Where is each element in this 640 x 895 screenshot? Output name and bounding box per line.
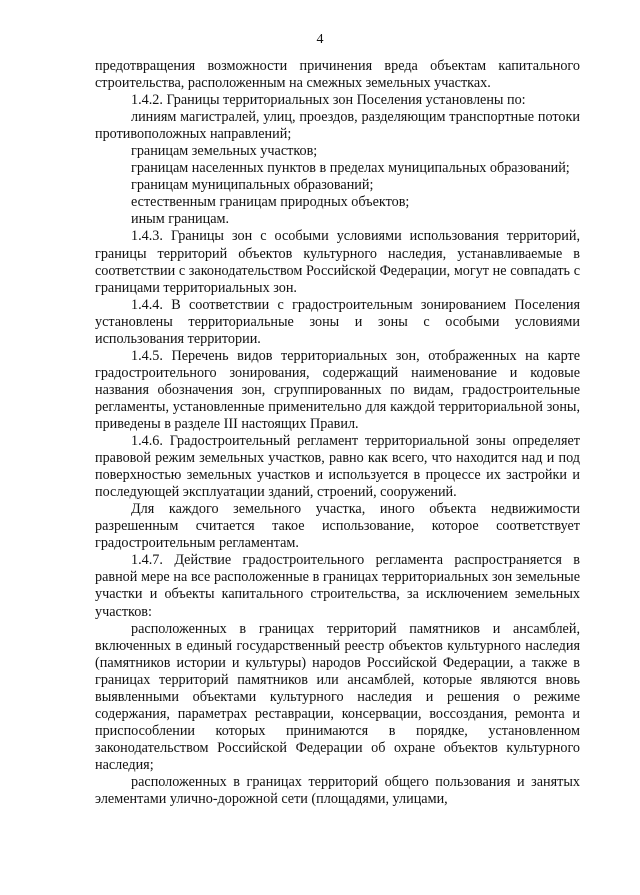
- page-number: 4: [316, 32, 324, 47]
- list-item-settlements: границам населенных пунктов в пределах муниципальных образований;: [131, 160, 570, 177]
- paragraph-permitted-use: Для каждого земельного участка, иного объекта недвижимости разрешенным считается такое использование, которое соответствует градостроительным регламентам.: [95, 501, 580, 552]
- list-item-heritage: расположенных в границах территорий памятников и ансамблей, включенных в единый государственный реестр объектов культурного наследия (памятников истории и культуры) народов Российской Федерации, а также в границах территорий памятников или ансамблей, которые являются вновь выявленными объектами культурного наследия и решения о режиме содержания, параметрах реставрации, консервации, воссоздания, ремонта и приспособлении которых принимаются в порядке, установленном законодательством Российской Федерации об охране объектов культурного наследия;: [95, 620, 580, 773]
- paragraph-1-4-5: 1.4.5. Перечень видов территориальных зон, отображенных на карте градостроительного зонирования, содержащий наименование и кодовые названия обозначения зон, сгруппированных по видам, градостроительные регламенты, установленные применительно для каждой территориальной зоны, приведены в разделе III настоящих Правил.: [95, 347, 580, 432]
- paragraph-1-4-7: 1.4.7. Действие градостроительного регламента распространяется в равной мере на все расположенные в границах территориальных зон земельные участки и объекты капитального строительства, за исключением земельных участков:: [95, 552, 580, 620]
- paragraph-continuation: предотвращения возможности причинения вреда объектам капитального строительства, расположенным на смежных земельных участках.: [95, 58, 580, 92]
- list-item-highways: линиям магистралей, улиц, проездов, разделяющим транспортные потоки противоположных направлений;: [95, 109, 580, 143]
- paragraph-1-4-2: 1.4.2. Границы территориальных зон Поселения установлены по:: [131, 92, 526, 109]
- list-item-public-territories: расположенных в границах территорий общего пользования и занятых элементами улично-дорожной сети (площадями, улицами,: [95, 773, 580, 808]
- document-body: [95, 58, 580, 808]
- paragraph-1-4-6: 1.4.6. Градостроительный регламент территориальной зоны определяет правовой режим земельных участков, равно как всего, что находится над и под поверхностью земельных участков и используется в процессе их застройки и последующей эксплуатации зданий, строений, сооружений.: [95, 433, 580, 501]
- list-item-natural-objects: естественным границам природных объектов;: [131, 194, 410, 211]
- list-item-municipalities: границам муниципальных образований;: [131, 177, 374, 194]
- list-item-other: иным границам.: [131, 211, 230, 228]
- list-item-land-plots: границам земельных участков;: [131, 143, 318, 160]
- paragraph-1-4-3: 1.4.3. Границы зон с особыми условиями использования территорий, границы территорий объектов культурного наследия, устанавливаемые в соответствии с законодательством Российской Федерации, могут не совпадать с границами территориальных зон.: [95, 228, 580, 296]
- paragraph-1-4-4: 1.4.4. В соответствии с градостроительным зонированием Поселения установлены территориальные зоны и зоны с особыми условиями использования территории.: [95, 296, 580, 347]
